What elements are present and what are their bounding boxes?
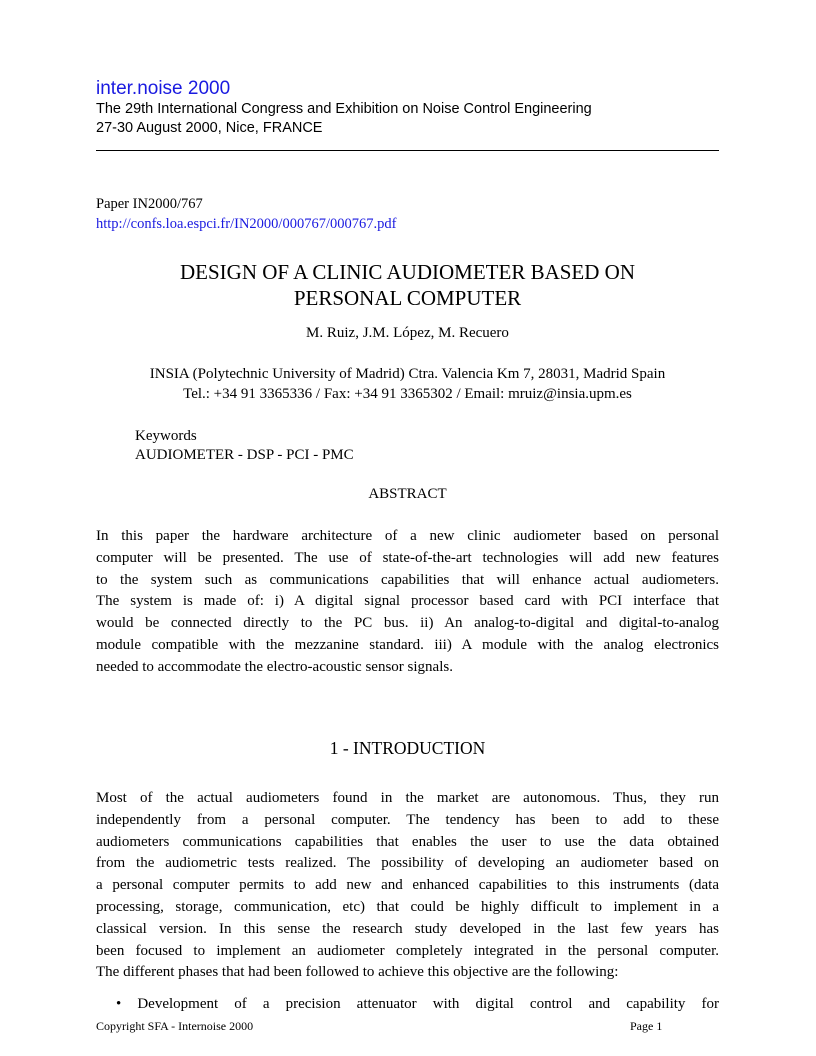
affiliation-line: INSIA (Polytechnic University of Madrid) Ctra. Valencia Km 7, 28031, Madrid Spain	[149, 366, 666, 382]
introduction-line: from the audiometric tests realized. The possibility of developing an audiometer based on	[96, 855, 719, 872]
abstract-line: module compatible with the mezzanine standard. iii) A module with the analog electronics	[96, 636, 719, 653]
conference-header	[96, 78, 719, 138]
keywords-label: Keywords	[135, 428, 197, 444]
introduction-line: Most of the actual audiometers found in the market are autonomous. Thus, they run	[96, 790, 719, 806]
abstract-line: In this paper the hardware architecture of a new clinic audiometer based on personal	[96, 528, 719, 544]
introduction-line: independently from a personal computer. The tendency has been to add to these	[96, 811, 719, 828]
introduction-line: processing, storage, communication, etc) that could be highly difficult to implement in a	[96, 898, 719, 915]
authors: M. Ruiz, J.M. López, M. Recuero	[306, 325, 509, 341]
paper-title-line: DESIGN OF A CLINIC AUDIOMETER BASED ON	[179, 260, 636, 284]
congress-name: The 29th International Congress and Exhibition on Noise Control Engineering	[96, 101, 592, 117]
abstract-line: would be connected directly to the PC bus. ii) An analog-to-digital and digital-to-analog	[96, 615, 719, 632]
conference-title: inter.noise 2000	[96, 78, 231, 99]
introduction-line: The different phases that had been followed to achieve this objective are the following:	[96, 964, 619, 981]
abstract-heading: ABSTRACT	[368, 486, 447, 502]
introduction-line: classical version. In this sense the research study developed in the last few years has	[96, 920, 719, 937]
introduction-line: a personal computer permits to add new and enhanced capabilities to this instruments (data	[96, 877, 719, 894]
introduction-heading: 1 - INTRODUCTION	[329, 738, 486, 758]
affiliation	[96, 364, 719, 404]
paper-id: Paper IN2000/767	[96, 196, 203, 212]
contact-line: Tel.: +34 91 3365336 / Fax: +34 91 3365302 / Email: mruiz@insia.upm.es	[183, 386, 632, 402]
bullet-item	[96, 994, 719, 1014]
footer-copyright: Copyright SFA - Internoise 2000	[96, 1019, 254, 1033]
congress-dates: 27-30 August 2000, Nice, FRANCE	[96, 120, 323, 136]
introduction-line: audiometers communications capabilities that enables the user to use the data obtained	[96, 833, 719, 850]
introduction-line: been focused to implement an audiometer completely integrated in the personal computer.	[96, 942, 719, 959]
abstract-line: computer will be presented. The use of state-of-the-art technologies will add new features	[96, 549, 719, 566]
abstract-line: The system is made of: i) A digital signal processor based card with PCI interface that	[96, 593, 719, 610]
introduction-body	[96, 788, 719, 984]
header-divider	[96, 150, 719, 151]
bullet-text: • Development of a precision attenuator with digital control and capability for	[116, 996, 719, 1012]
keywords-block	[135, 427, 354, 465]
keywords-value: AUDIOMETER - DSP - PCI - PMC	[135, 447, 354, 463]
footer-page-number: Page 1	[630, 1019, 663, 1033]
paper-url-link[interactable]: http://confs.loa.espci.fr/IN2000/000767/000767.pdf	[96, 216, 397, 232]
abstract-line: to the system such as communications capabilities that will enhance actual audiometers.	[96, 571, 719, 588]
paper-title-line: PERSONAL COMPUTER	[293, 286, 522, 310]
abstract-body	[96, 526, 719, 679]
paper-title	[96, 259, 719, 311]
abstract-line: needed to accommodate the electro-acoustic sensor signals.	[96, 658, 453, 675]
